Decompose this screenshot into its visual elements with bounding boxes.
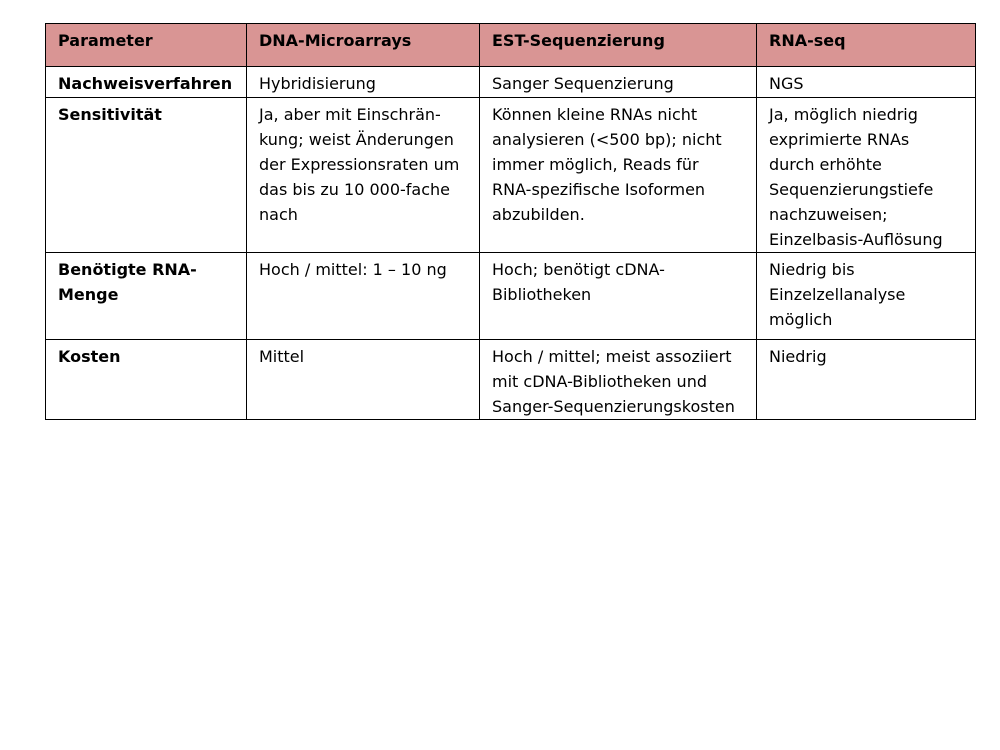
table-header-row	[46, 24, 976, 67]
column-header-dna-microarrays: DNA-Microarrays	[247, 24, 480, 67]
cell-microarrays: Hybridisierung	[247, 67, 480, 98]
comparison-table	[45, 23, 976, 420]
table-row	[46, 98, 976, 253]
cell-rnaseq: Niedrig bis Einzelzellanalyse möglich	[757, 253, 976, 340]
cell-microarrays: Hoch / mittel: 1 – 10 ng	[247, 253, 480, 340]
column-header-parameter: Parameter	[46, 24, 247, 67]
row-label-kosten: Kosten	[46, 340, 247, 420]
cell-est: Können kleine RNAs nicht analysieren (<500 bp); nicht immer möglich, Reads für RNA-spezifische Isoformen abzubilden.	[480, 98, 757, 253]
row-label-sensitivitaet: Sensitivität	[46, 98, 247, 253]
cell-microarrays: Mittel	[247, 340, 480, 420]
cell-microarrays: Ja, aber mit Einschrän- kung; weist Änderungen der Expressionsraten um das bis zu 10 000-fache nach	[247, 98, 480, 253]
cell-rnaseq: Niedrig	[757, 340, 976, 420]
table-row	[46, 340, 976, 420]
table-row	[46, 67, 976, 98]
cell-est: Sanger Sequenzierung	[480, 67, 757, 98]
column-header-est-sequenzierung: EST-Sequenzierung	[480, 24, 757, 67]
cell-rnaseq: NGS	[757, 67, 976, 98]
row-label-rna-menge: Benötigte RNA- Menge	[46, 253, 247, 340]
cell-rnaseq: Ja, möglich niedrig exprimierte RNAs durch erhöhte Sequenzierungstiefe nachzuweisen; Einzelbasis-Auflösung	[757, 98, 976, 253]
cell-est: Hoch; benötigt cDNA- Bibliotheken	[480, 253, 757, 340]
row-label-nachweisverfahren: Nachweisverfahren	[46, 67, 247, 98]
cell-est: Hoch / mittel; meist assoziiert mit cDNA-Bibliotheken und Sanger-Sequenzierungskosten	[480, 340, 757, 420]
column-header-rna-seq: RNA-seq	[757, 24, 976, 67]
table-row	[46, 253, 976, 340]
